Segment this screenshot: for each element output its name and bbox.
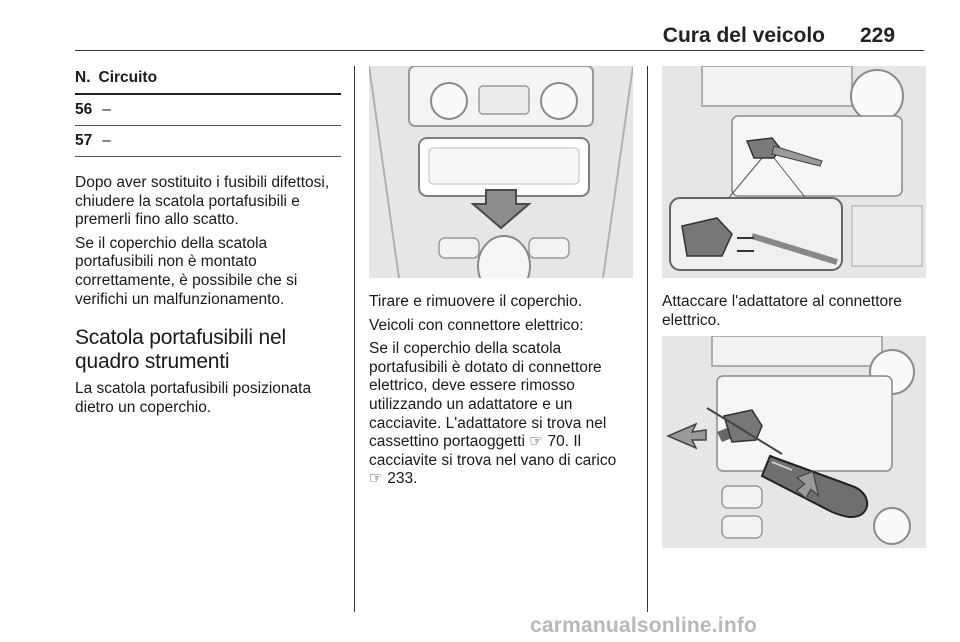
paragraph: Se il coperchio della scatola portafusibili non è montato correttamente, è possibile che si verifichi un malfunzionamento. bbox=[75, 234, 298, 308]
column-divider-1 bbox=[354, 66, 355, 612]
header-divider bbox=[75, 50, 924, 51]
figure-use-screwdriver bbox=[662, 336, 926, 548]
watermark: carmanualsonline.info bbox=[530, 614, 758, 637]
paragraph: La scatola portafusibili posizionata dietro un coperchio. bbox=[75, 380, 312, 416]
fuse-number: 57 bbox=[75, 132, 93, 149]
section-title: Cura del veicolo bbox=[662, 24, 825, 47]
console-cover-illustration bbox=[369, 66, 633, 278]
table-header-circuit: Circuito bbox=[98, 69, 158, 86]
section-heading: Scatola portafusibili nel quadro strumenti bbox=[75, 326, 286, 374]
fuse-circuit: – bbox=[102, 101, 111, 118]
column-divider-2 bbox=[647, 66, 648, 612]
column-3-text bbox=[662, 293, 926, 330]
table-header-number: N. bbox=[75, 69, 91, 86]
column-2-text bbox=[369, 293, 633, 489]
adapter-connector-illustration bbox=[662, 66, 926, 278]
paragraph: Dopo aver sostituito i fusibili difettosi, chiudere la scatola portafusibili e premerli fino allo scatto. bbox=[75, 174, 330, 229]
table-row bbox=[75, 95, 341, 126]
fuse-number: 56 bbox=[75, 101, 93, 118]
figure-attach-adapter bbox=[662, 66, 926, 278]
table-row bbox=[75, 126, 341, 157]
paragraph: Se il coperchio della scatola portafusibili è dotato di connettore elettrico, deve essere rimosso utilizzando un adattatore e un cacciavite. L'adattatore si trova nel cassettino portaoggetti ☞ 70. Il cacciavite si trova nel vano di carico ☞ 233. bbox=[369, 340, 617, 488]
column-1 bbox=[75, 66, 341, 417]
screwdriver-illustration bbox=[662, 336, 926, 548]
figure-remove-cover bbox=[369, 66, 633, 278]
paragraph: Attaccare l'adattatore al connettore elettrico. bbox=[662, 293, 902, 329]
paragraph: Tirare e rimuovere il coperchio. bbox=[369, 293, 583, 310]
fuse-table-header bbox=[75, 66, 341, 95]
paragraph: Veicoli con connettore elettrico: bbox=[369, 316, 584, 334]
fuse-circuit: – bbox=[102, 132, 111, 149]
page-number: 229 bbox=[860, 24, 896, 47]
